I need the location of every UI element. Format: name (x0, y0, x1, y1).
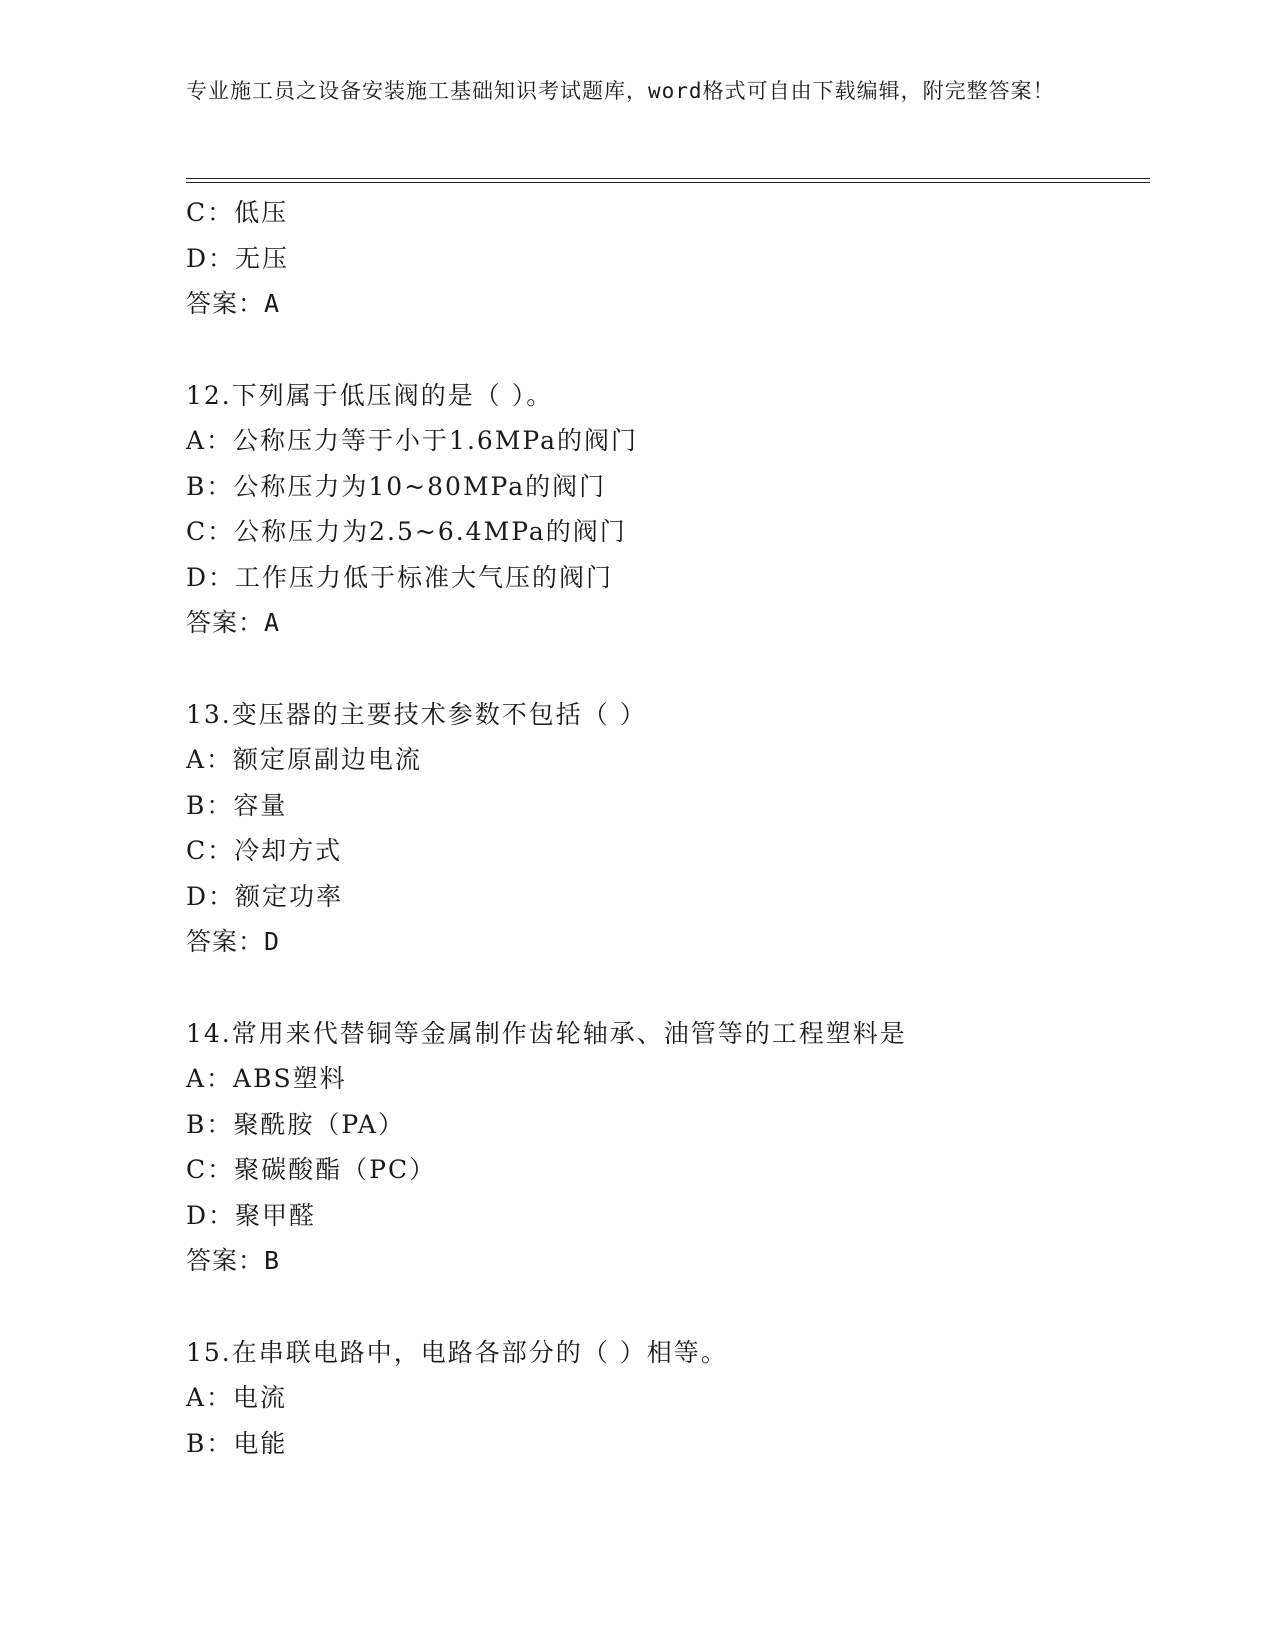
option-a: A：额定原副边电流 (186, 745, 423, 774)
question-stem: 14.常用来代替铜等金属制作齿轮轴承、油管等的工程塑料是 (186, 1018, 907, 1048)
question-15 (186, 1330, 1150, 1467)
option-b: B：公称压力为10~80MPa的阀门 (186, 471, 607, 501)
question-11-continuation (186, 190, 1150, 327)
header-divider (186, 178, 1150, 183)
option-b: B：电能 (186, 1428, 288, 1458)
answer-label: 答案： (186, 608, 265, 637)
answer-value: D (264, 927, 281, 956)
option-b: B：聚酰胺（PA） (186, 1109, 405, 1139)
option-d: D：额定功率 (186, 881, 344, 911)
option-a: A：ABS塑料 (186, 1064, 347, 1093)
option-a: A：电流 (186, 1383, 288, 1412)
option-d: D：无压 (186, 243, 290, 273)
answer-value: A (264, 608, 281, 637)
answer-line (186, 1238, 1150, 1284)
question-stem: 12.下列属于低压阀的是（ ）。 (186, 380, 554, 410)
option-d: D：聚甲醛 (186, 1200, 317, 1230)
question-spacer (186, 965, 1150, 1011)
answer-line (186, 919, 1150, 965)
question-spacer (186, 646, 1150, 692)
question-14 (186, 1011, 1150, 1284)
answer-value: A (264, 289, 281, 318)
question-12 (186, 373, 1150, 646)
option-c: C：聚碳酸酯（PC） (186, 1155, 437, 1184)
answer-line (186, 600, 1150, 646)
option-b: B：容量 (186, 790, 288, 820)
option-d: D：工作压力低于标准大气压的阀门 (186, 562, 614, 592)
answer-line (186, 281, 1150, 327)
question-spacer (186, 327, 1150, 373)
question-stem: 15.在串联电路中，电路各部分的（ ）相等。 (186, 1337, 728, 1367)
document-header: 专业施工员之设备安装施工基础知识考试题库，word格式可自由下载编辑，附完整答案！ (186, 79, 1055, 103)
option-c: C：冷却方式 (186, 836, 343, 865)
option-a: A：公称压力等于小于1.6MPa的阀门 (186, 426, 639, 455)
answer-value: B (264, 1246, 281, 1275)
option-c: C：公称压力为2.5~6.4MPa的阀门 (186, 517, 627, 546)
question-list (186, 190, 1150, 1466)
answer-label: 答案： (186, 289, 265, 318)
answer-label: 答案： (186, 1246, 265, 1275)
question-13 (186, 692, 1150, 965)
question-stem: 13.变压器的主要技术参数不包括（ ） (186, 699, 647, 729)
option-c: C：低压 (186, 198, 289, 227)
question-spacer (186, 1284, 1150, 1330)
answer-label: 答案： (186, 927, 265, 956)
